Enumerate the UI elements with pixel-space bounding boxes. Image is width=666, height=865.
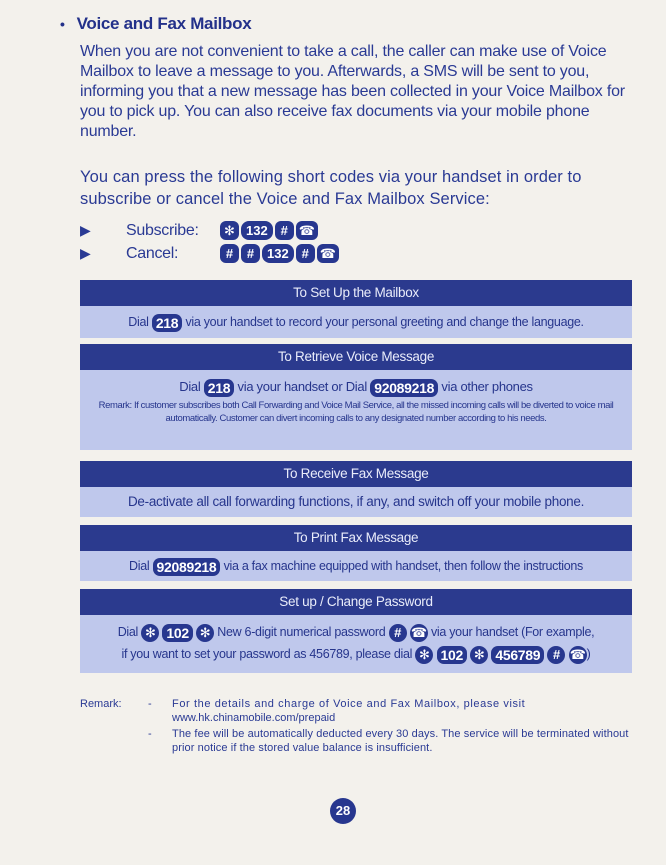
password-line-1 xyxy=(80,621,632,643)
setup-body xyxy=(80,306,632,338)
remark-dash: - xyxy=(148,698,152,710)
receive-fax-title: To Receive Fax Message xyxy=(80,461,632,487)
retrieve-post: via other phones xyxy=(441,379,533,394)
hash-key: # xyxy=(241,244,260,263)
retrieve-section xyxy=(80,344,632,450)
password-example-text: if you want to set your password as 456789, please dial xyxy=(121,647,413,661)
hash-key: # xyxy=(220,244,239,263)
retrieve-title: To Retrieve Voice Message xyxy=(80,344,632,370)
cancel-row xyxy=(80,244,341,263)
remark-item-text: The fee will be automatically deducted every 30 days. The service will be terminated without prior notice if the stored value balance is insufficient. xyxy=(172,728,629,754)
print-fax-code: 92089218 xyxy=(153,558,221,576)
password-code: 102 xyxy=(162,624,192,642)
arrow-icon: ▶ xyxy=(80,222,91,238)
password-section xyxy=(80,589,632,673)
remark-dash: - xyxy=(148,728,152,740)
remark-items xyxy=(146,697,636,757)
password-close: ) xyxy=(586,647,591,661)
star-key: ✻ xyxy=(470,646,488,664)
star-key: ✻ xyxy=(196,624,214,642)
hash-key: # xyxy=(547,646,565,664)
password-line-2 xyxy=(80,643,632,665)
setup-pre: Dial xyxy=(128,315,149,329)
intro-paragraph: When you are not convenient to take a call, the caller can make use of Voice Mailbox to leave a message to you. Afterwards, a SMS will be sent to you, informing you that a new message has been collected in your Voice Mailbox for you to pick up. You can also receive fax documents via your mobile phone number. xyxy=(80,43,625,140)
phone-icon: ☎ xyxy=(317,244,339,263)
retrieve-mid: via your handset or Dial xyxy=(237,379,367,394)
setup-section xyxy=(80,280,632,338)
password-mid: New 6-digit numerical password xyxy=(217,625,386,639)
remark-label: Remark: xyxy=(80,698,122,710)
hash-key: # xyxy=(296,244,315,263)
code-key: 132 xyxy=(241,221,273,240)
star-key: ✻ xyxy=(220,221,239,240)
setup-post: via your handset to record your personal greeting and change the language. xyxy=(185,315,584,329)
subscribe-label: Subscribe: xyxy=(126,221,199,239)
retrieve-code: 218 xyxy=(204,379,234,397)
heading-bullet: • xyxy=(60,16,65,32)
password-body xyxy=(80,615,632,673)
retrieve-remark: Remark: If customer subscribes both Call Forwarding and Voice Mail Service, all the missed incoming calls will be diverted to voice mail automatically. Customer can divert incoming calls to any designated number according to his needs. xyxy=(98,400,614,424)
remark-item-text: For the details and charge of Voice and Fax Mailbox, please visit xyxy=(172,698,526,710)
phone-icon: ☎ xyxy=(296,221,318,240)
star-key: ✻ xyxy=(141,624,159,642)
heading-title: Voice and Fax Mailbox xyxy=(76,14,252,33)
setup-code: 218 xyxy=(152,314,182,332)
receive-fax-text: De-activate all call forwarding functions, if any, and switch off your mobile phone. xyxy=(80,487,632,517)
remark-item xyxy=(146,697,636,725)
password-example: 456789 xyxy=(491,646,544,664)
retrieve-pre: Dial xyxy=(179,379,201,394)
password-pre: Dial xyxy=(117,625,139,639)
retrieve-line xyxy=(80,377,632,397)
print-fax-body xyxy=(80,551,632,581)
password-code: 102 xyxy=(437,646,467,664)
codes-intro-paragraph: You can press the following short codes via your handset in order to subscribe or cancel the Voice and Fax Mailbox Service: xyxy=(80,168,582,208)
star-key: ✻ xyxy=(415,646,433,664)
password-post: via your handset (For example, xyxy=(430,625,595,639)
phone-icon: ☎ xyxy=(410,624,427,640)
print-fax-title: To Print Fax Message xyxy=(80,525,632,551)
code-key: 132 xyxy=(262,244,294,263)
setup-title: To Set Up the Mailbox xyxy=(80,280,632,306)
receive-fax-section xyxy=(80,461,632,517)
retrieve-body xyxy=(80,370,632,450)
print-fax-post: via a fax machine equipped with handset, then follow the instructions xyxy=(223,559,583,573)
page-number: 28 xyxy=(330,798,356,824)
arrow-icon: ▶ xyxy=(80,245,91,261)
retrieve-phone-number: 92089218 xyxy=(370,379,438,397)
phone-icon: ☎ xyxy=(569,646,586,662)
cancel-label: Cancel: xyxy=(126,244,179,262)
section-heading xyxy=(60,14,251,34)
hash-key: # xyxy=(275,221,294,240)
print-fax-section xyxy=(80,525,632,581)
remark-url[interactable]: www.hk.chinamobile.com/prepaid xyxy=(172,712,336,724)
hash-key: # xyxy=(389,624,407,642)
password-title: Set up / Change Password xyxy=(80,589,632,615)
print-fax-pre: Dial xyxy=(128,559,150,573)
subscribe-row xyxy=(80,221,320,240)
remark-item xyxy=(146,727,636,755)
